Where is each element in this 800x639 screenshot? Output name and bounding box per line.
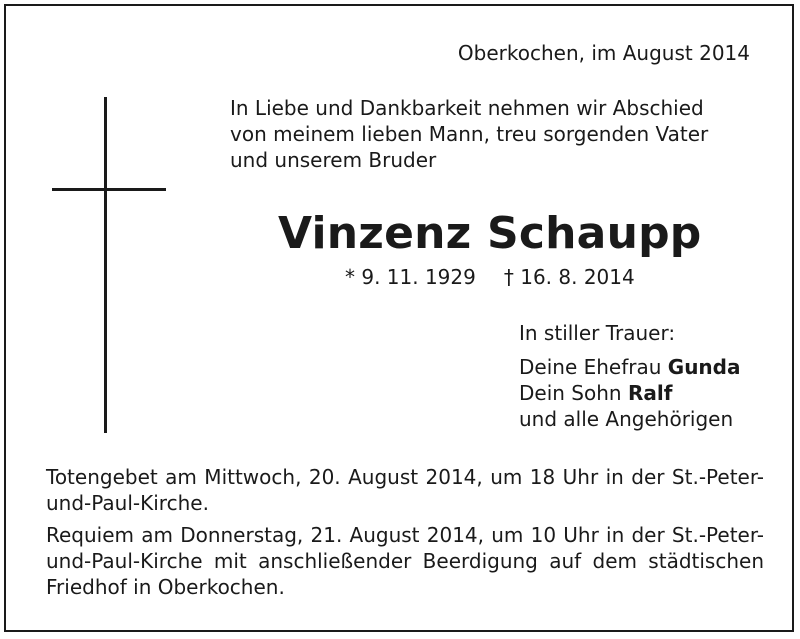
son-prefix: Dein Sohn: [519, 381, 622, 405]
mourner-relatives: und alle Angehörigen: [519, 407, 734, 431]
death-date: † 16. 8. 2014: [503, 265, 635, 289]
mourners-heading: In stiller Trauer:: [519, 321, 676, 345]
intro-text: [230, 95, 708, 173]
intro-line-3: und unserem Bruder: [230, 148, 437, 172]
intro-line-2: von meinem lieben Mann, treu sorgenden Vater: [230, 122, 709, 146]
wife-prefix: Deine Ehefrau: [519, 355, 662, 379]
birth-date: * 9. 11. 1929: [345, 265, 476, 289]
requiem-service: Requiem am Donnerstag, 21. August 2014, um 10 Uhr in der St.-Peter-und-Paul-Kirche mit anschließender Beerdigung auf dem städtischen Friedhof in Oberkochen.: [46, 523, 764, 599]
intro-line-1: In Liebe und Dankbarkeit nehmen wir Abschied: [230, 96, 704, 120]
wife-name: Gunda: [667, 355, 741, 379]
mourner-son: [519, 380, 741, 406]
place-date: Oberkochen, im August 2014: [457, 41, 750, 65]
obituary-notice: [4, 4, 794, 632]
cross-horizontal-bar: [52, 188, 166, 191]
mourners-block: [519, 320, 741, 432]
cross-vertical-bar: [104, 97, 107, 433]
life-dates: [345, 264, 635, 290]
son-name: Ralf: [627, 381, 673, 405]
prayer-service: Totengebet am Mittwoch, 20. August 2014, um 18 Uhr in der St.-Peter-und-Paul-Kirche.: [46, 465, 764, 515]
mourner-wife: [519, 354, 741, 380]
service-details: [46, 464, 764, 606]
deceased-name: Vinzenz Schaupp: [278, 208, 702, 259]
